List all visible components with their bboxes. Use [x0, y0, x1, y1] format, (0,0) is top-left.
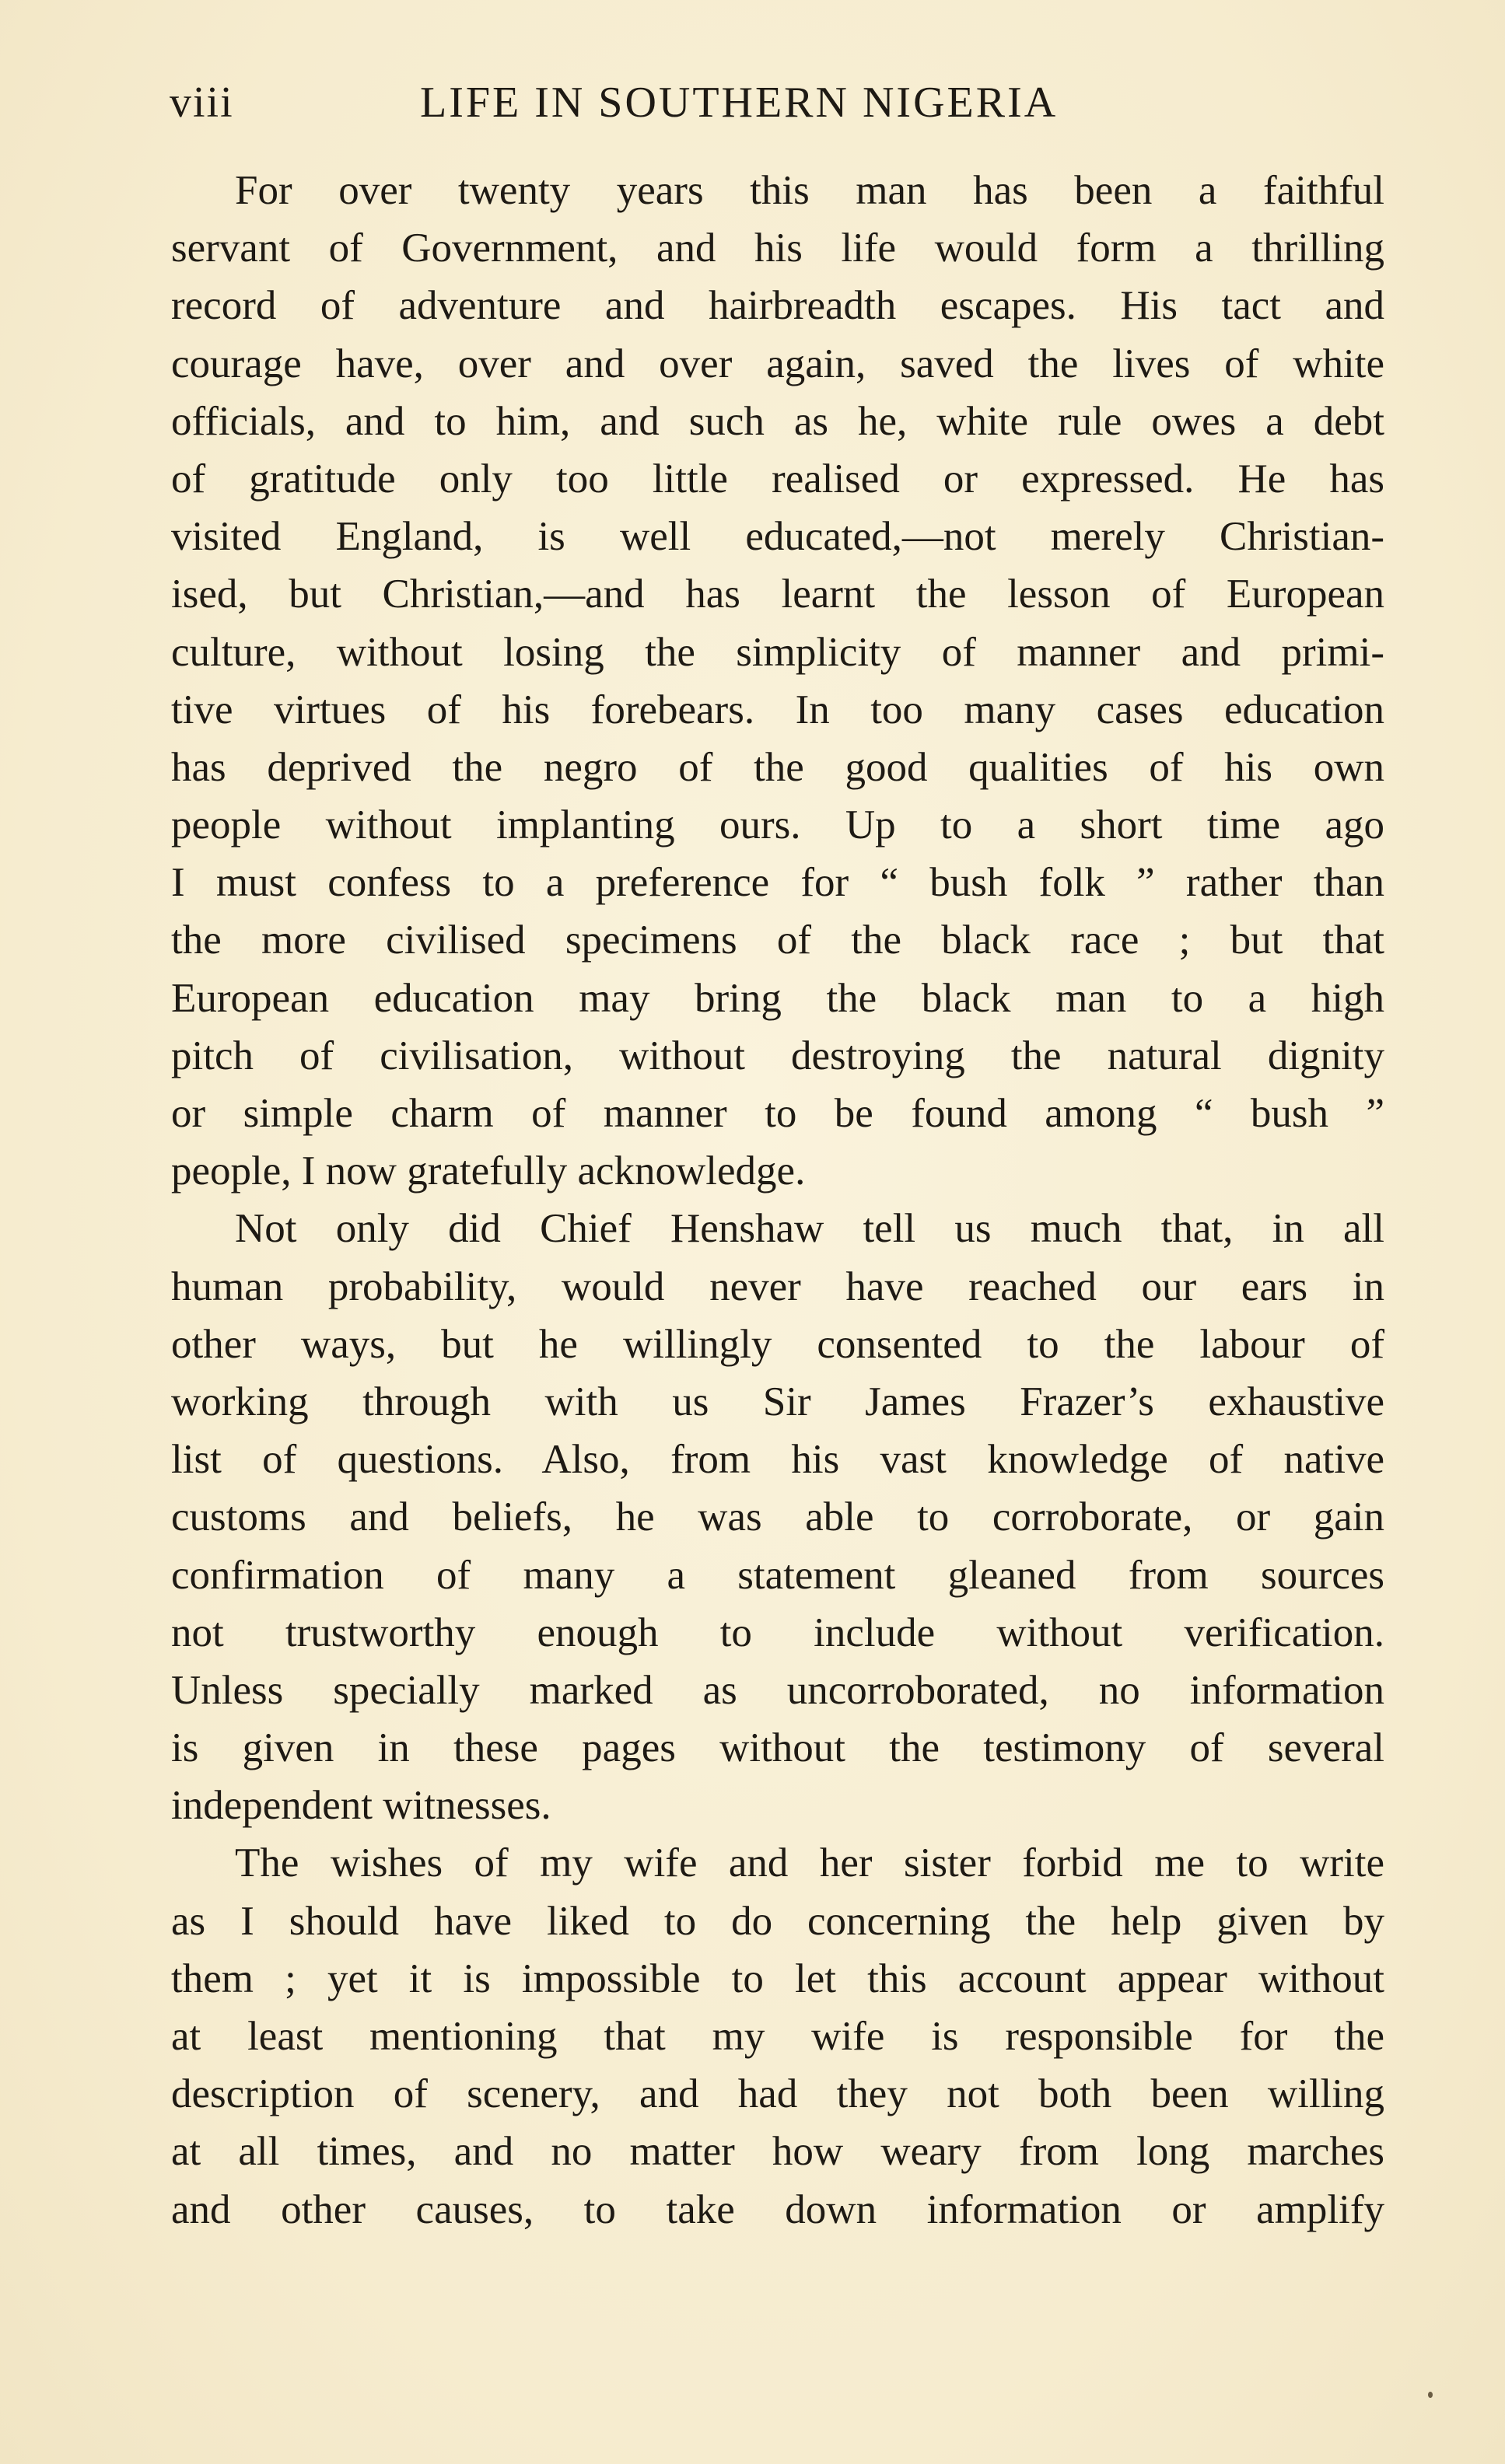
running-head [170, 78, 1383, 140]
text-line: as I should have liked to do concerning the help given by [171, 1898, 1384, 1944]
text-line: Not only did Chief Henshaw tell us much that, in all [235, 1206, 1384, 1252]
text-line: at least mentioning that my wife is responsible for the [171, 2014, 1384, 2059]
text-line: of gratitude only too little realised or expressed. He has [171, 456, 1384, 502]
text-line: visited England, is well educated,—not merely Christian- [171, 514, 1384, 560]
text-line: human probability, would never have reached our ears in [171, 1263, 1384, 1309]
text-line: ised, but Christian,—and has learnt the lesson of European [171, 571, 1384, 617]
text-line: list of questions. Also, from his vast knowledge of native [171, 1437, 1384, 1483]
text-line: Unless specially marked as uncorroborated, no information [171, 1667, 1384, 1713]
text-line: other ways, but he willingly consented to the labour of [171, 1321, 1384, 1367]
text-line: them ; yet it is impossible to let this account appear without [171, 1955, 1384, 2001]
paper-speck [1428, 2392, 1433, 2398]
text-line: courage have, over and over again, saved the lives of white [171, 341, 1384, 386]
text-line: the more civilised specimens of the black race ; but that [171, 917, 1384, 963]
body-text [171, 162, 1384, 2239]
text-line: people without implanting ours. Up to a short time ago [171, 802, 1384, 848]
text-line: confirmation of many a statement gleaned from sources [171, 1552, 1384, 1598]
page-number: viii [170, 79, 234, 127]
text-line: is given in these pages without the testimony of several [171, 1725, 1384, 1771]
text-line: culture, without losing the simplicity of manner and primi- [171, 629, 1384, 675]
text-line: or simple charm of manner to be found among “ bush ” [171, 1091, 1384, 1136]
text-line: not trustworthy enough to include without verification. [171, 1609, 1384, 1655]
text-line: pitch of civilisation, without destroying the natural dignity [171, 1033, 1384, 1078]
text-line: working through with us Sir James Frazer’s exhaustive [171, 1379, 1384, 1424]
text-line: description of scenery, and had they not both been willing [171, 2071, 1384, 2117]
text-line: people, I now gratefully acknowledge. [171, 1148, 806, 1194]
text-line: For over twenty years this man has been a faithful [235, 168, 1384, 213]
text-line: and other causes, to take down information or amplify [171, 2186, 1384, 2232]
text-line: European education may bring the black man to a high [171, 975, 1384, 1021]
text-line: I must confess to a preference for “ bush folk ” rather than [171, 860, 1384, 906]
text-line: The wishes of my wife and her sister forbid me to write [235, 1840, 1384, 1886]
text-line: customs and beliefs, he was able to corroborate, or gain [171, 1494, 1384, 1540]
running-title: LIFE IN SOUTHERN NIGERIA [420, 79, 1059, 127]
text-line: has deprived the negro of the good qualities of his own [171, 744, 1384, 790]
text-line: tive virtues of his forebears. In too many cases education [171, 687, 1384, 732]
text-line: officials, and to him, and such as he, white rule owes a debt [171, 398, 1384, 444]
text-line: servant of Government, and his life would form a thrilling [171, 225, 1384, 271]
text-line: record of adventure and hairbreadth escapes. His tact and [171, 283, 1384, 329]
text-line: at all times, and no matter how weary from long marches [171, 2129, 1384, 2175]
text-line: independent witnesses. [171, 1783, 551, 1829]
